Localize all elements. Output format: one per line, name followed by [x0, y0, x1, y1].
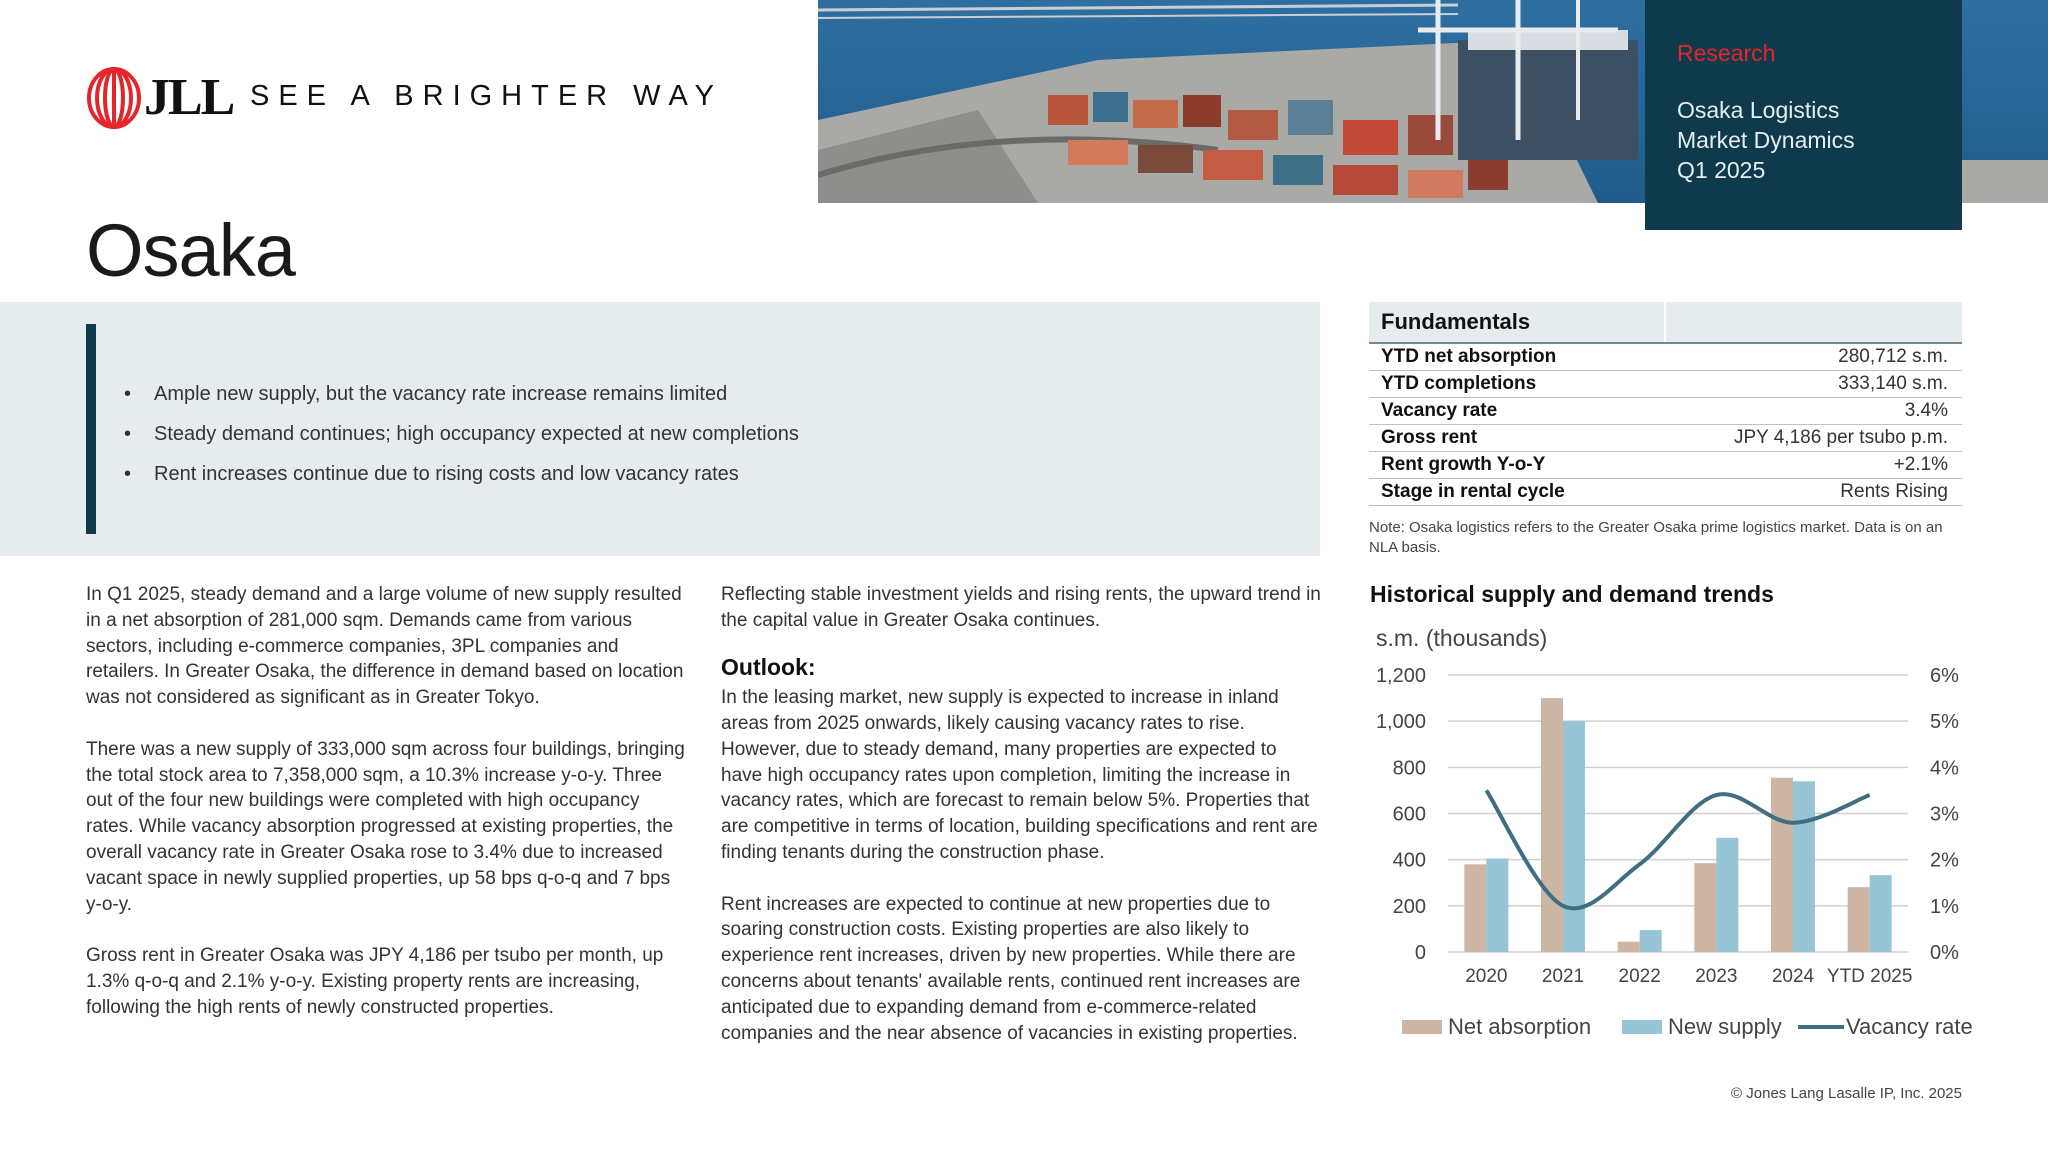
bar-net-absorption	[1848, 887, 1870, 952]
fundamentals-header	[1369, 302, 1962, 344]
row-value: Rents Rising	[1840, 481, 1948, 502]
fundamentals-title: Fundamentals	[1369, 302, 1666, 342]
legend-label: New supply	[1668, 1014, 1782, 1039]
x-tick-label: 2020	[1465, 966, 1508, 987]
body-paragraph: In the leasing market, new supply is expected to increase in inland areas from 2025 onwards, likely causing vacancy rates to rise. However, due to steady demand, many properties are expected to have high occupancy rates upon completion, limiting the increase in vacancy rates, which are forecast to remain below 5%. Properties that are competitive in terms of location, building specifications and rent are finding tenants during the construction phase.	[721, 687, 1318, 863]
highlight-item: • Ample new supply, but the vacancy rate increase remains limited	[124, 374, 799, 414]
highlights-band	[0, 302, 1320, 556]
page-title: Osaka	[86, 209, 295, 292]
research-title-line: Q1 2025	[1677, 157, 1766, 183]
row-value: +2.1%	[1893, 454, 1948, 475]
fundamentals-note: Note: Osaka logistics refers to the Greater Osaka prime logistics market. Data is on an NLA basis.	[1369, 519, 1943, 556]
x-tick-label: 2023	[1695, 966, 1738, 987]
bar-net-absorption	[1694, 863, 1716, 952]
row-label: Stage in rental cycle	[1381, 481, 1565, 502]
jll-logo	[86, 66, 233, 130]
body-paragraph: In Q1 2025, steady demand and a large volume of new supply resulted in a net absorption of 281,000 sqm. Demands came from various sectors, including e-commerce companies, 3PL companies and retailers. In Greater Osaka, the difference in demand based on location was not considered as significant as in Greater Tokyo.	[86, 584, 684, 709]
jll-logo-icon	[86, 66, 142, 130]
bar-new-supply	[1870, 875, 1892, 952]
y-tick-label: 600	[1392, 803, 1426, 826]
table-row	[1369, 398, 1962, 425]
research-title-line: Market Dynamics	[1677, 127, 1855, 153]
fundamentals-table	[1369, 302, 1962, 558]
bar-new-supply	[1716, 838, 1738, 952]
research-title	[1677, 95, 1962, 185]
body-column-left	[86, 582, 686, 1046]
row-label: Gross rent	[1381, 427, 1478, 448]
x-tick-label: YTD 2025	[1826, 966, 1913, 987]
bar-net-absorption	[1464, 864, 1486, 952]
row-label: Rent growth Y-o-Y	[1381, 454, 1546, 475]
row-value: 280,712 s.m.	[1838, 346, 1948, 367]
highlight-item: • Steady demand continues; high occupancy expected at new completions	[124, 414, 799, 454]
y2-tick-label: 0%	[1930, 942, 1959, 964]
y2-tick-label: 3%	[1930, 803, 1959, 826]
y-tick-label: 1,000	[1375, 711, 1426, 734]
bar-net-absorption	[1618, 942, 1640, 952]
supply-demand-chart	[1360, 615, 1980, 1055]
y2-tick-label: 5%	[1930, 711, 1959, 734]
highlight-accent-bar	[86, 324, 96, 534]
x-tick-label: 2022	[1618, 966, 1661, 987]
chart-title: Historical supply and demand trends	[1370, 581, 1774, 607]
research-label: Research	[1677, 40, 1776, 66]
table-row	[1369, 452, 1962, 479]
bar-new-supply	[1563, 721, 1585, 952]
research-title-line: Osaka Logistics	[1677, 97, 1840, 123]
y2-tick-label: 1%	[1930, 895, 1959, 918]
research-box	[1645, 0, 1962, 230]
bar-new-supply	[1640, 930, 1662, 952]
table-row	[1369, 371, 1962, 398]
body-paragraph: Reflecting stable investment yields and rising rents, the upward trend in the capital value in Greater Osaka continues.	[721, 584, 1321, 631]
y-tick-label: 0	[1414, 942, 1426, 964]
y-tick-label: 400	[1392, 849, 1426, 872]
legend-label: Net absorption	[1448, 1014, 1592, 1039]
legend-swatch	[1402, 1020, 1442, 1034]
row-value: JPY 4,186 per tsubo p.m.	[1733, 427, 1948, 448]
y-tick-label: 800	[1392, 757, 1426, 780]
y2-tick-label: 2%	[1930, 849, 1959, 872]
bar-new-supply	[1486, 859, 1508, 952]
body-column-middle	[721, 582, 1321, 1072]
y-tick-label: 200	[1392, 895, 1426, 918]
copyright: © Jones Lang Lasalle IP, Inc. 2025	[1731, 1085, 1962, 1102]
legend-label: Vacancy rate	[1846, 1014, 1973, 1039]
table-row	[1369, 425, 1962, 452]
highlight-item: • Rent increases continue due to rising costs and low vacancy rates	[124, 454, 799, 494]
x-tick-label: 2024	[1771, 966, 1815, 987]
table-row	[1369, 479, 1962, 506]
y-axis-label: s.m. (thousands)	[1376, 625, 1548, 651]
fundamentals-header-blank	[1666, 302, 1962, 342]
row-label: YTD completions	[1381, 373, 1537, 394]
y2-tick-label: 6%	[1930, 665, 1959, 687]
y-tick-label: 1,200	[1375, 665, 1426, 687]
legend-swatch	[1622, 1020, 1662, 1034]
row-label: Vacancy rate	[1381, 400, 1498, 421]
table-row	[1369, 344, 1962, 371]
logo-wordmark: JLL	[144, 69, 234, 126]
highlights-list	[124, 374, 799, 494]
bar-net-absorption	[1771, 778, 1793, 952]
outlook-heading: Outlook:	[721, 654, 816, 681]
bar-net-absorption	[1541, 698, 1563, 952]
row-value: 333,140 s.m.	[1838, 373, 1948, 394]
body-paragraph: Gross rent in Greater Osaka was JPY 4,186 per tsubo per month, up 1.3% q-o-q and 2.1% y-o-y. Existing property rents are increasing, following the high rents of newly constructed properties.	[86, 945, 664, 1018]
body-paragraph: There was a new supply of 333,000 sqm across four buildings, bringing the total stock area to 7,358,000 sqm, a 10.3% increase y-o-y. Three out of the four new buildings were completed with high occupancy rates. While vacancy absorption progressed at existing properties, the overall vacancy rate in Greater Osaka rose to 3.4% due to increased vacant space in newly supplied properties, up 58 bps q-o-q and 7 bps y-o-y.	[86, 738, 685, 915]
body-paragraph: Rent increases are expected to continue at new properties due to soaring construction costs. Existing properties are also likely to experience rent increases, driven by new properties. While there are concerns about tenants' available rents, continued rent increases are anticipated due to expanding demand from e-commerce-related companies and the near absence of vacancies in existing properties.	[721, 893, 1301, 1044]
row-value: 3.4%	[1904, 400, 1948, 421]
tagline: SEE A BRIGHTER WAY	[250, 80, 724, 112]
bar-new-supply	[1793, 781, 1815, 952]
y2-tick-label: 4%	[1930, 757, 1959, 780]
row-label: YTD net absorption	[1381, 346, 1557, 367]
x-tick-label: 2021	[1541, 966, 1585, 987]
